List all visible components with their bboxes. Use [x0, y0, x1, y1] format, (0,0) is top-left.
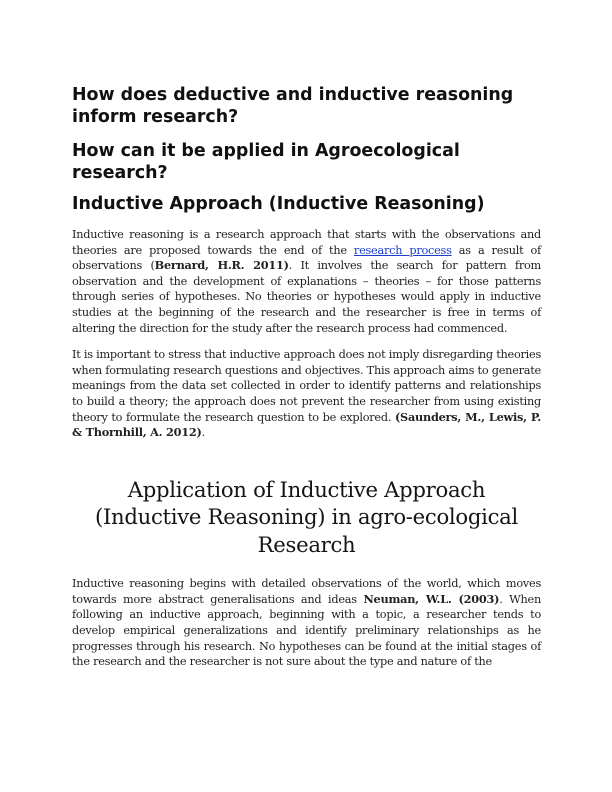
paragraph-text: . [201, 426, 205, 440]
citation-bernard: Bernard, H.R. 2011) [154, 258, 289, 273]
section-heading-inductive-approach: Inductive Approach (Inductive Reasoning) [72, 194, 485, 214]
paragraph-text: . It involves the search for pattern from observation and the development of explanations – theories – for those patterns through series of hypotheses. No theories or hypotheses would apply in inductive studies at the beginning of the research and the researcher is free in terms of altering the direction for the study after the research process had commenced. [72, 259, 541, 335]
research-process-link[interactable]: research process [353, 243, 452, 257]
paragraph-inductive-theories [72, 347, 541, 441]
paragraph-text: as a result of observations ( [72, 243, 541, 273]
citation-saunders: (Saunders, M., Lewis, P. & Thornhill, A. 2012) [72, 409, 541, 440]
section-title-application: Application of Inductive Approach (Inductive Reasoning) in agro-ecological Research [95, 476, 518, 557]
citation-neuman: Neuman, W.L. (2003) [363, 591, 500, 606]
paragraph-text: Inductive reasoning is a research approach that starts with the observations and theories are proposed towards the end of the [72, 228, 541, 257]
paragraph-text: Inductive reasoning begins with detailed observations of the world, which moves towards more abstract generalisations and ideas [72, 577, 541, 606]
question-heading-deductive-inductive: How does deductive and inductive reasoning inform research? [72, 85, 514, 127]
question-heading-agroecological: How can it be applied in Agroecological research? [72, 141, 460, 183]
paragraph-text: . When following an inductive approach, beginning with a topic, a researcher tends to develop empirical generalizations and identify preliminary relationships as he progresses through his research. No hypotheses can be found at the initial stages of the research and the researcher is not sure about the type and nature of the [72, 592, 542, 669]
paragraph-text: It is important to stress that inductive approach does not imply disregarding theories when formulating research questions and objectives. This approach aims to generate meanings from the data set collected in order to identify patterns and relationships to build a theory; the approach does not prevent the researcher from using existing theory to formulate the research question to be explored. [72, 348, 541, 424]
paragraph-application [72, 576, 541, 670]
paragraph-inductive-definition [72, 227, 541, 336]
document-page [72, 80, 541, 670]
